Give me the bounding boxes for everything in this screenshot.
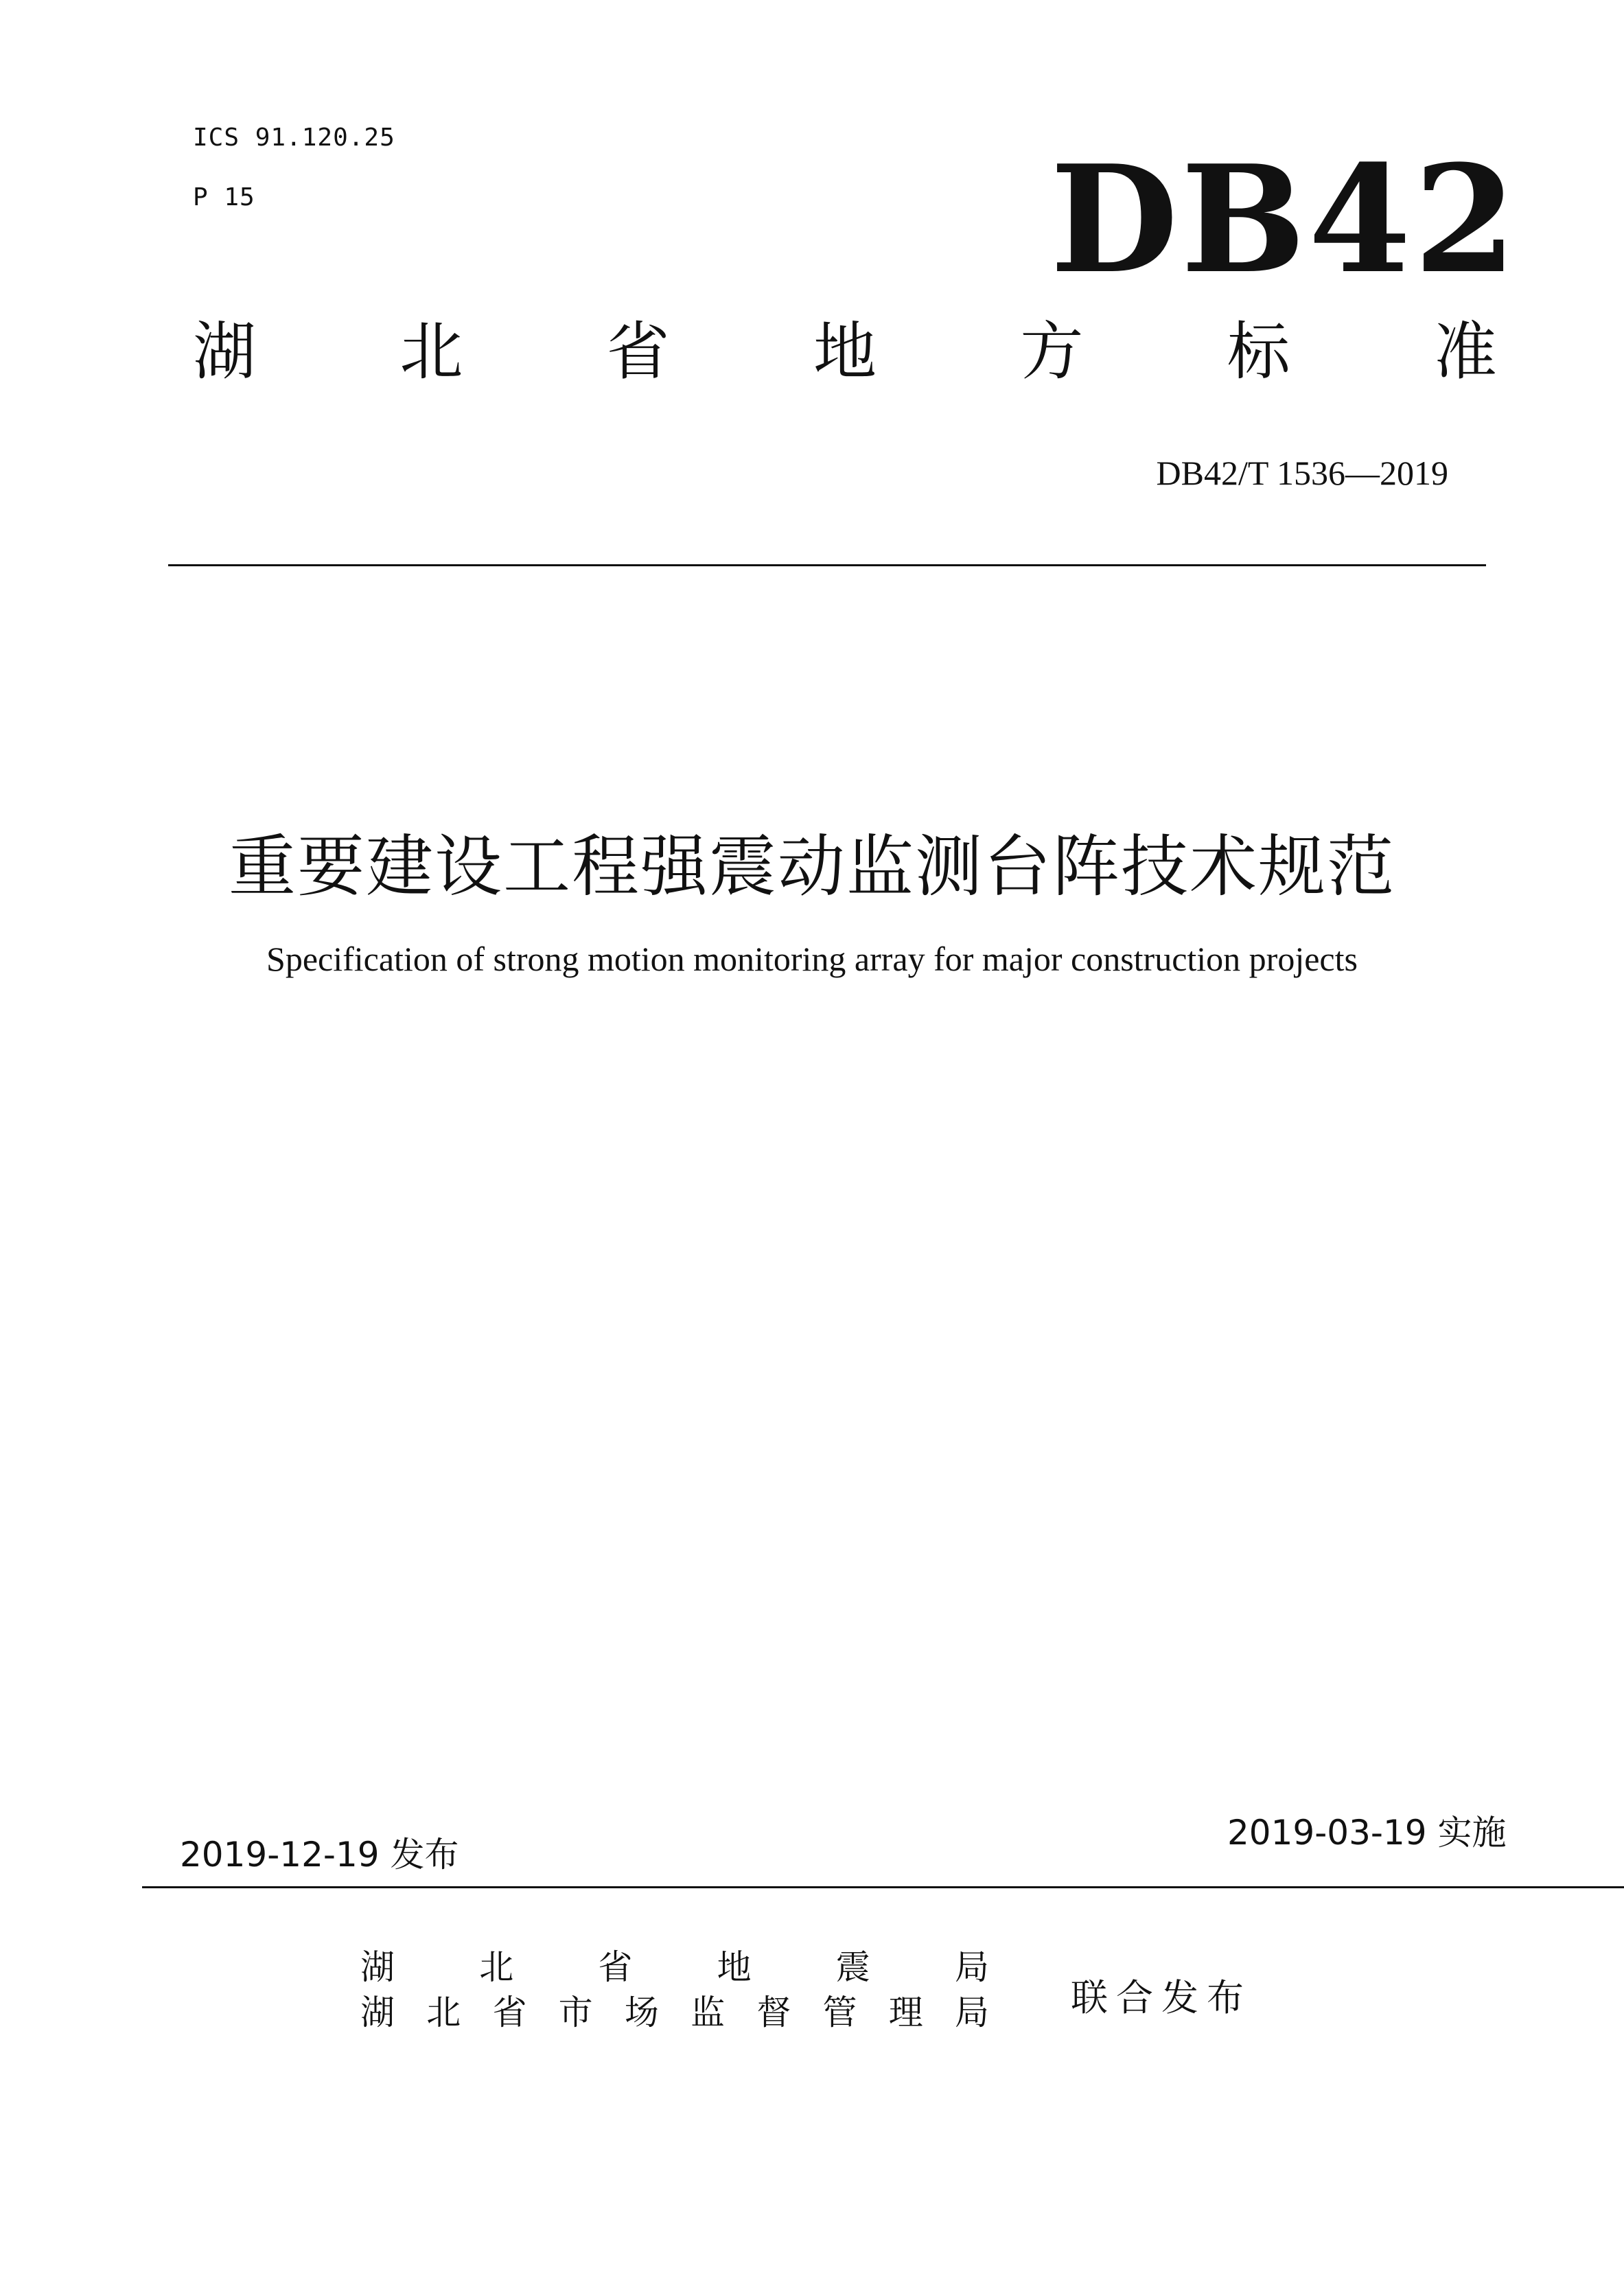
issuer-char: 理 — [888, 1993, 923, 2032]
standard-type-char: 方 — [1020, 315, 1084, 389]
ics-code: ICS 91.120.25 — [193, 124, 395, 152]
issuer-char: 市 — [558, 1993, 593, 2032]
publish-date: 2019-12-19 发布 — [180, 1835, 459, 1875]
issuer-char: 监 — [691, 1993, 726, 2032]
header-divider — [168, 564, 1486, 566]
issuer-seismological-bureau — [360, 1947, 989, 1988]
issuer-market-supervision-bureau — [360, 1992, 989, 2033]
standard-type-char: 省 — [606, 315, 670, 389]
issuer-char: 局 — [954, 1993, 989, 2032]
issuer-char: 震 — [835, 1947, 870, 1987]
issuer-char: 北 — [426, 1993, 461, 2032]
db-logo: DB42 — [1050, 132, 1520, 306]
footer-divider — [142, 1886, 1624, 1888]
standard-type-char: 地 — [813, 315, 877, 389]
standard-number: DB42/T 1536—2019 — [1156, 454, 1448, 492]
issuer-char: 省 — [598, 1947, 633, 1987]
issuer-char: 局 — [954, 1947, 989, 1987]
joint-issue-label: 联合发布 — [1071, 1976, 1252, 2019]
standard-type-char: 湖 — [193, 315, 257, 389]
standard-type-heading — [193, 314, 1497, 390]
issuer-char: 湖 — [360, 1947, 395, 1987]
issuer-char: 湖 — [360, 1993, 395, 2032]
issuer-char: 省 — [492, 1993, 527, 2032]
document-title-chinese: 重要建设工程强震动监测台阵技术规范 — [228, 828, 1395, 906]
document-title-english: Specification of strong motion monitoring array for major construction projects — [266, 940, 1358, 978]
issuer-char: 场 — [624, 1993, 659, 2032]
issuer-char: 地 — [717, 1947, 752, 1987]
standard-type-char: 标 — [1227, 315, 1290, 389]
implementation-date: 2019-03-19 实施 — [1227, 1813, 1507, 1853]
issuer-char: 管 — [822, 1993, 857, 2032]
standard-type-char: 准 — [1433, 315, 1497, 389]
issuer-char: 北 — [479, 1947, 514, 1987]
ccs-code: P 15 — [193, 183, 255, 211]
issuer-char: 督 — [756, 1993, 791, 2032]
standard-type-char: 北 — [399, 315, 463, 389]
